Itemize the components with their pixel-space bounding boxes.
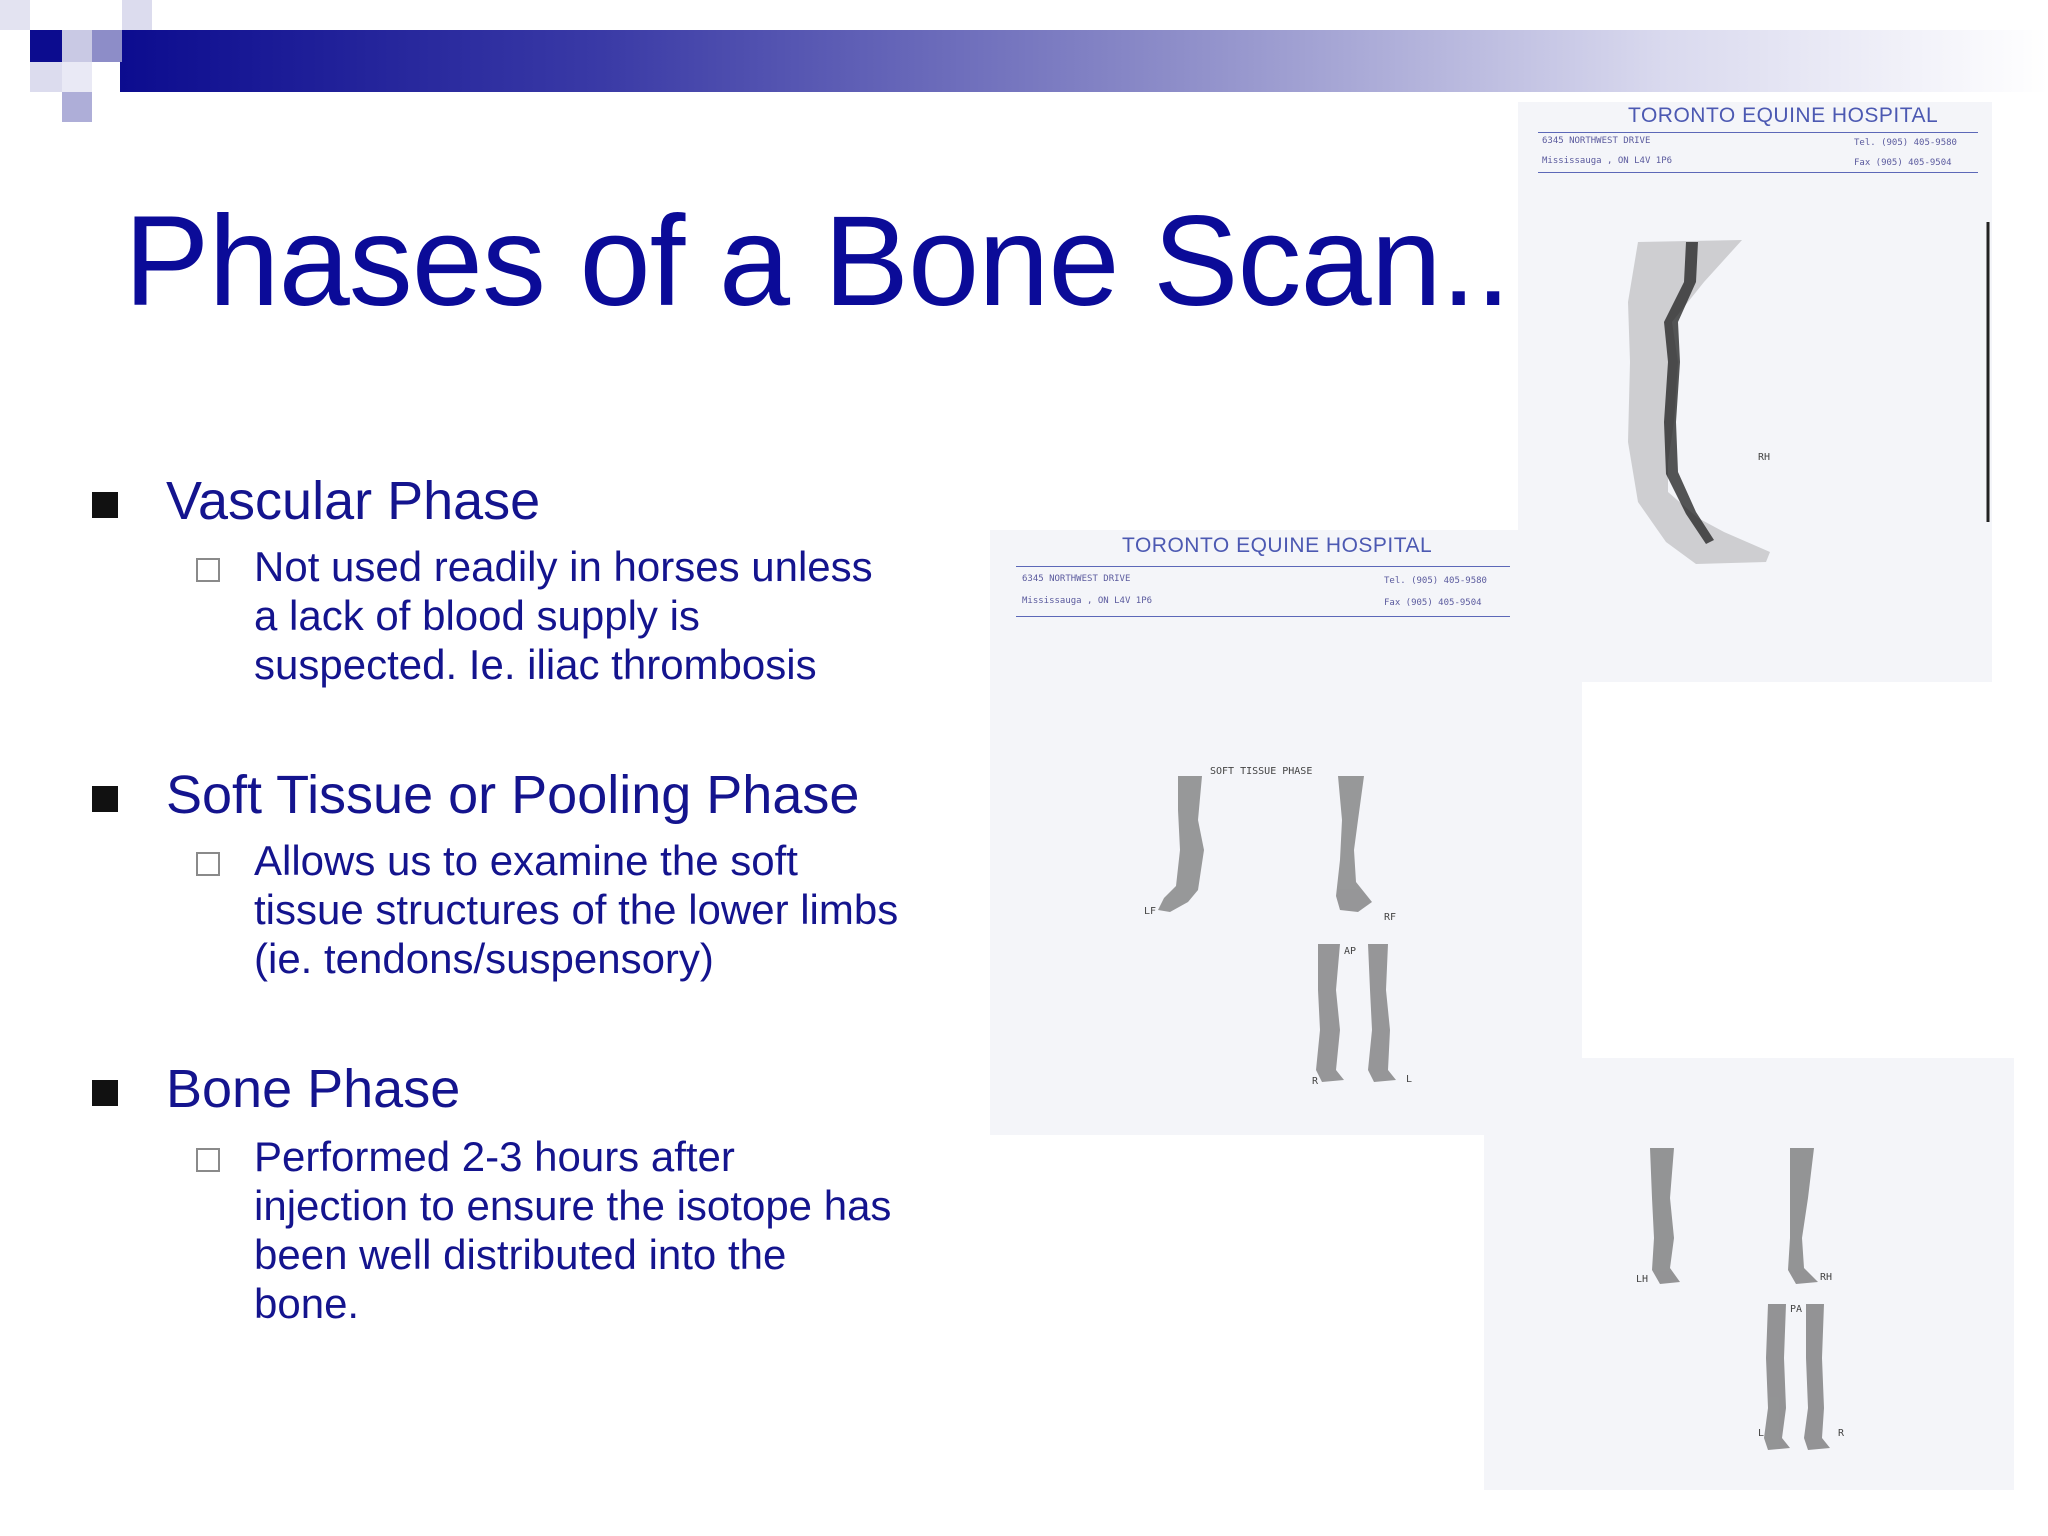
text-line: injection to ensure the isotope has: [254, 1182, 892, 1229]
sub-bullet-marker: [196, 558, 220, 582]
decor-square: [0, 0, 30, 30]
text-line: (ie. tendons/suspensory): [254, 935, 714, 982]
sub-bullet-soft-tissue: [254, 836, 974, 983]
decor-square: [30, 62, 62, 92]
decor-square: [122, 0, 152, 30]
text-line: Not used readily in horses unless: [254, 543, 873, 590]
text-line: a lack of blood supply is: [254, 592, 700, 639]
bullet-heading-soft-tissue: Soft Tissue or Pooling Phase: [166, 765, 860, 825]
limb-label-rh: RH: [1758, 452, 1771, 463]
bullet-heading-vascular: Vascular Phase: [166, 471, 541, 531]
text-line: been well distributed into the: [254, 1231, 787, 1278]
phone-number: Tel. (905) 405-9580: [1384, 576, 1487, 586]
scan-image-bone-phase: [1484, 1058, 2014, 1490]
view-label-ap: AP: [1344, 946, 1357, 957]
text-line: Performed 2-3 hours after: [254, 1133, 735, 1180]
text-line: tissue structures of the lower limbs: [254, 886, 899, 933]
view-label-pa: PA: [1790, 1304, 1803, 1315]
limb-scan-graphic: [1518, 102, 1992, 682]
fax-number: Fax (905) 405-9504: [1384, 598, 1482, 608]
bullet-heading-bone: Bone Phase: [166, 1059, 461, 1119]
fax-number: Fax (905) 405-9504: [1854, 158, 1952, 168]
text-line: Allows us to examine the soft: [254, 837, 798, 884]
limb-label-lh: LH: [1636, 1274, 1649, 1285]
limb-scan-graphic: [990, 530, 1582, 1135]
side-label-l: L: [1406, 1074, 1413, 1085]
limb-label-rf: RF: [1384, 912, 1397, 923]
decor-square: [62, 30, 92, 62]
header-gradient-bar: [120, 30, 2048, 92]
limb-label-rh: RH: [1820, 1272, 1833, 1283]
scan-image-soft-tissue: [990, 530, 1582, 1135]
slide-title: Phases of a Bone Scan..: [124, 190, 1510, 333]
limb-scan-graphic: [1484, 1058, 2014, 1490]
bullet-marker: [92, 1080, 118, 1106]
scan-image-vascular: [1518, 102, 1992, 682]
limb-label-lf: LF: [1144, 906, 1157, 917]
side-label-l: L: [1758, 1428, 1765, 1439]
decor-square: [62, 92, 92, 122]
sub-bullet-vascular: [254, 542, 974, 689]
bullet-marker: [92, 786, 118, 812]
address-line: 6345 NORTHWEST DRIVE: [1542, 136, 1651, 146]
side-label-r: R: [1312, 1076, 1319, 1087]
address-line: Mississauga , ON L4V 1P6: [1542, 156, 1673, 166]
text-line: suspected. Ie. iliac thrombosis: [254, 641, 817, 688]
phase-label: SOFT TISSUE PHASE: [1210, 766, 1313, 777]
hospital-name: TORONTO EQUINE HOSPITAL: [1122, 534, 1433, 557]
sub-bullet-bone: [254, 1132, 974, 1328]
text-line: bone.: [254, 1280, 360, 1327]
address-line: Mississauga , ON L4V 1P6: [1022, 596, 1153, 606]
address-line: 6345 NORTHWEST DRIVE: [1022, 574, 1131, 584]
bullet-marker: [92, 492, 118, 518]
phone-number: Tel. (905) 405-9580: [1854, 138, 1957, 148]
hospital-name: TORONTO EQUINE HOSPITAL: [1628, 104, 1939, 127]
decor-square: [62, 62, 92, 92]
decor-square: [92, 30, 122, 62]
sub-bullet-marker: [196, 852, 220, 876]
side-label-r: R: [1838, 1428, 1845, 1439]
sub-bullet-marker: [196, 1148, 220, 1172]
decor-square: [30, 30, 62, 62]
